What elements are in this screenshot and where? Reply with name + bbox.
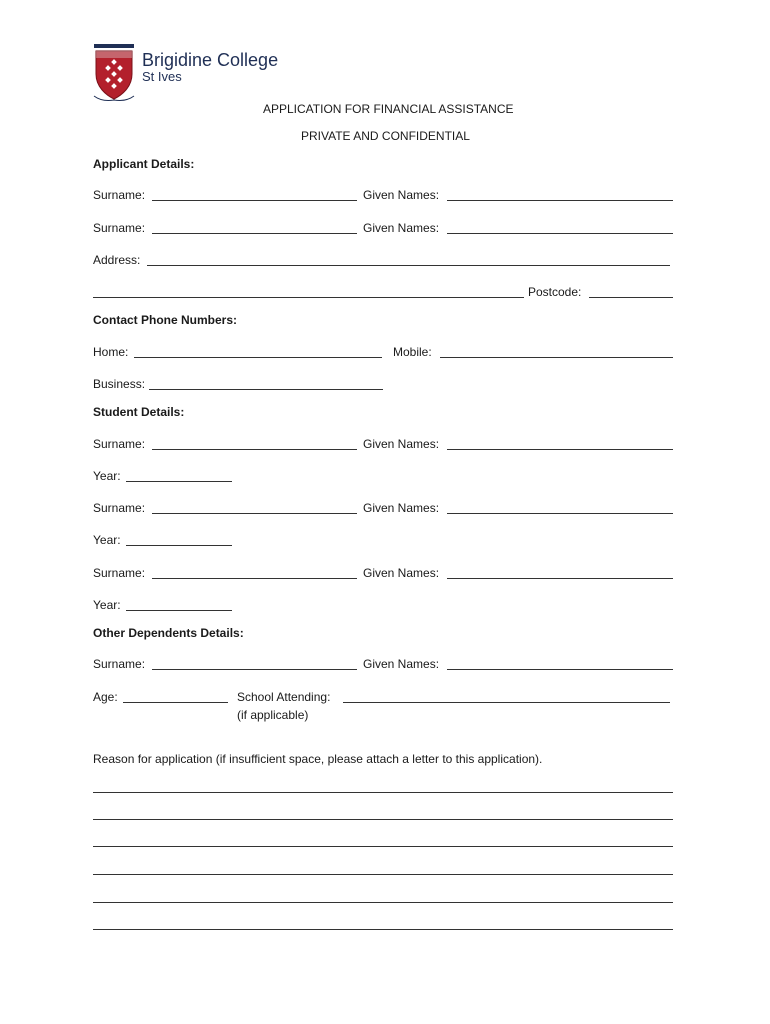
student-surname-label-3: Surname: bbox=[93, 566, 146, 580]
applicant-given-label-1: Given Names: bbox=[363, 188, 440, 202]
student-year-field-1[interactable] bbox=[126, 481, 232, 482]
student-heading: Student Details: bbox=[93, 405, 185, 419]
business-label: Business: bbox=[93, 377, 146, 391]
applicant-given-label-2: Given Names: bbox=[363, 221, 440, 235]
reason-label: Reason for application (if insufficient space, please attach a letter to this application). bbox=[93, 752, 543, 766]
dependent-given-label: Given Names: bbox=[363, 657, 440, 671]
applicant-given-field-1[interactable] bbox=[447, 200, 673, 201]
student-surname-label-1: Surname: bbox=[93, 437, 146, 451]
address-field-1[interactable] bbox=[147, 265, 670, 266]
reason-line-1[interactable] bbox=[93, 792, 673, 793]
applicant-surname-field-2[interactable] bbox=[152, 233, 357, 234]
page-title: APPLICATION FOR FINANCIAL ASSISTANCE bbox=[263, 102, 514, 116]
page-subtitle: PRIVATE AND CONFIDENTIAL bbox=[301, 129, 470, 143]
school-note: (if applicable) bbox=[237, 708, 309, 722]
logo-sub: St Ives bbox=[142, 69, 182, 84]
dependent-given-field[interactable] bbox=[447, 669, 673, 670]
applicant-surname-label-2: Surname: bbox=[93, 221, 146, 235]
student-given-label-2: Given Names: bbox=[363, 501, 440, 515]
logo-name: Brigidine College bbox=[142, 50, 279, 70]
postcode-field[interactable] bbox=[589, 297, 673, 298]
student-surname-field-1[interactable] bbox=[152, 449, 357, 450]
student-given-field-1[interactable] bbox=[447, 449, 673, 450]
student-year-field-2[interactable] bbox=[126, 545, 232, 546]
dependents-heading: Other Dependents Details: bbox=[93, 626, 244, 640]
mobile-label: Mobile: bbox=[393, 345, 432, 359]
home-field[interactable] bbox=[134, 357, 382, 358]
school-field[interactable] bbox=[343, 702, 670, 703]
reason-line-6[interactable] bbox=[93, 929, 673, 930]
student-given-label-1: Given Names: bbox=[363, 437, 440, 451]
contact-heading: Contact Phone Numbers: bbox=[93, 313, 238, 327]
student-surname-label-2: Surname: bbox=[93, 501, 146, 515]
student-surname-field-2[interactable] bbox=[152, 513, 357, 514]
student-year-field-3[interactable] bbox=[126, 610, 232, 611]
address-label: Address: bbox=[93, 253, 141, 267]
reason-line-3[interactable] bbox=[93, 846, 673, 847]
student-given-field-3[interactable] bbox=[447, 578, 673, 579]
applicant-surname-label-1: Surname: bbox=[93, 188, 146, 202]
school-label: School Attending: bbox=[237, 690, 331, 704]
reason-line-2[interactable] bbox=[93, 819, 673, 820]
reason-line-5[interactable] bbox=[93, 902, 673, 903]
home-label: Home: bbox=[93, 345, 129, 359]
student-year-label-2: Year: bbox=[93, 533, 121, 547]
student-year-label-1: Year: bbox=[93, 469, 121, 483]
student-year-label-3: Year: bbox=[93, 598, 121, 612]
shield-icon bbox=[92, 42, 136, 102]
dependent-surname-field[interactable] bbox=[152, 669, 357, 670]
reason-line-4[interactable] bbox=[93, 874, 673, 875]
student-given-label-3: Given Names: bbox=[363, 566, 440, 580]
dependent-surname-label: Surname: bbox=[93, 657, 146, 671]
mobile-field[interactable] bbox=[440, 357, 673, 358]
business-field[interactable] bbox=[149, 389, 383, 390]
age-label: Age: bbox=[93, 690, 118, 704]
address-field-2[interactable] bbox=[93, 297, 524, 298]
student-surname-field-3[interactable] bbox=[152, 578, 357, 579]
applicant-given-field-2[interactable] bbox=[447, 233, 673, 234]
student-given-field-2[interactable] bbox=[447, 513, 673, 514]
college-logo bbox=[92, 42, 292, 106]
postcode-label: Postcode: bbox=[528, 285, 582, 299]
applicant-heading: Applicant Details: bbox=[93, 157, 195, 171]
applicant-surname-field-1[interactable] bbox=[152, 200, 357, 201]
age-field[interactable] bbox=[123, 702, 228, 703]
